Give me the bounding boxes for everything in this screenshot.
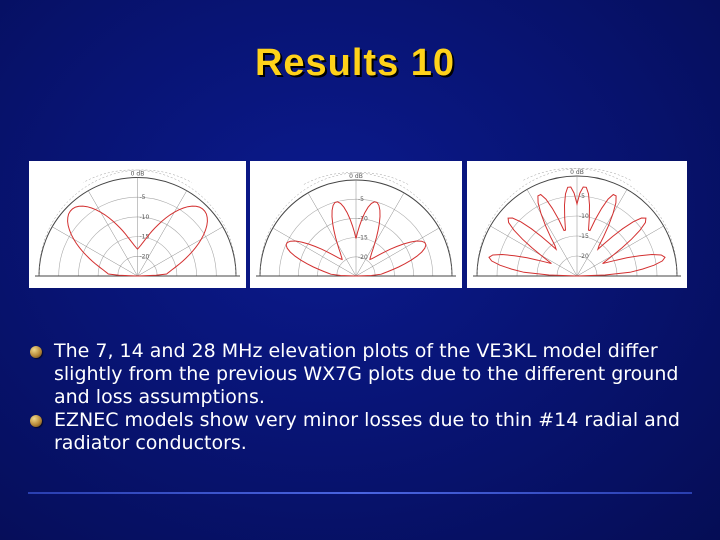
elevation-plot-28mhz bbox=[467, 161, 687, 288]
bullet-icon bbox=[30, 346, 42, 358]
db-top-label: 0 dB bbox=[130, 170, 145, 178]
slide-title: Results 10 bbox=[254, 42, 456, 84]
grid-spoke bbox=[52, 227, 137, 276]
plot-svg bbox=[29, 161, 246, 288]
db-ring-label: -10 bbox=[358, 215, 368, 223]
db-ring-label: -20 bbox=[139, 253, 150, 261]
grid-spoke bbox=[138, 227, 223, 276]
grid-spoke bbox=[527, 189, 577, 276]
grid-spoke bbox=[490, 226, 577, 276]
grid-spoke bbox=[308, 193, 356, 276]
db-ring-label: -5 bbox=[139, 194, 146, 202]
db-ring-label: -10 bbox=[139, 213, 150, 221]
grid-arc bbox=[303, 173, 452, 276]
bullet-text: EZNEC models show very minor losses due to thin #14 radial and radiator conductors. bbox=[54, 409, 680, 454]
db-ring-label: -15 bbox=[358, 234, 368, 242]
bullet-list bbox=[30, 340, 690, 455]
elevation-plot-14mhz bbox=[250, 161, 462, 288]
grid-arc bbox=[522, 168, 677, 276]
db-ring-label: -20 bbox=[579, 253, 589, 260]
bullet-item bbox=[30, 409, 690, 455]
db-top-label: 0 dB bbox=[570, 169, 584, 176]
db-ring-label: -15 bbox=[579, 233, 589, 240]
grid-spoke bbox=[88, 191, 137, 276]
db-ring-label: -20 bbox=[358, 253, 368, 261]
grid-spoke bbox=[273, 228, 356, 276]
bullet-text: The 7, 14 and 28 MHz elevation plots of the VE3KL model differ slightly from the previous WX7G plots due to the different ground and loss assumptions. bbox=[54, 340, 679, 408]
bullet-icon bbox=[30, 415, 42, 427]
db-top-label: 0 dB bbox=[349, 173, 363, 180]
grid-spoke bbox=[577, 226, 664, 276]
bottom-divider bbox=[28, 492, 692, 494]
bullet-item bbox=[30, 340, 690, 409]
grid-arc bbox=[260, 173, 409, 276]
grid-arc bbox=[477, 168, 632, 276]
plot-svg bbox=[250, 161, 462, 288]
db-ring-label: -15 bbox=[139, 233, 150, 241]
db-ring-label: -5 bbox=[358, 196, 364, 204]
plot-svg bbox=[467, 161, 687, 288]
grid-spoke bbox=[356, 228, 439, 276]
db-ring-label: -5 bbox=[579, 193, 585, 200]
elevation-plot-7mhz bbox=[29, 161, 246, 288]
db-ring-label: -10 bbox=[579, 213, 589, 220]
